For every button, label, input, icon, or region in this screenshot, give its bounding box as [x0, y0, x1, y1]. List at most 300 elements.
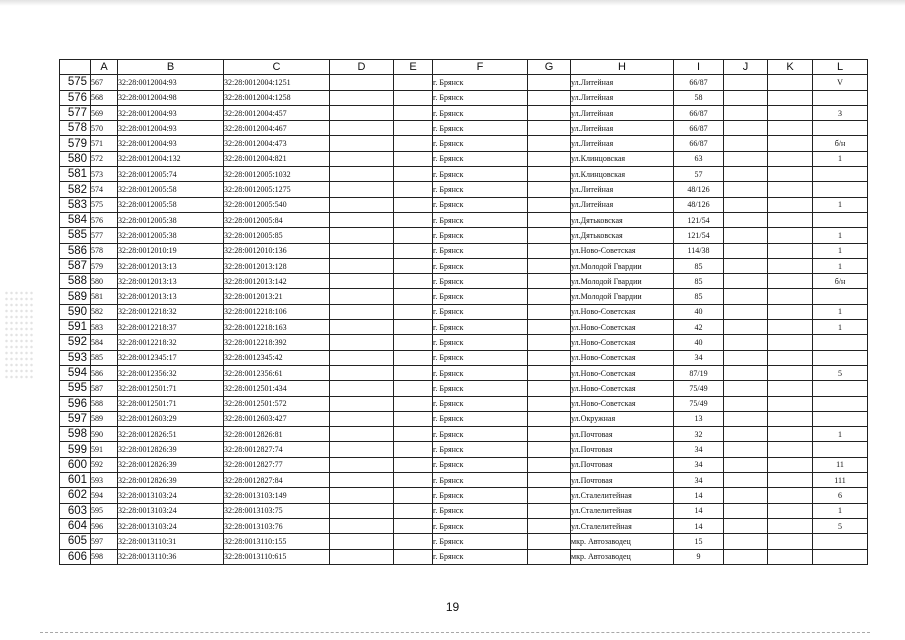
cell-e	[394, 488, 433, 503]
column-header-row	[60, 60, 868, 75]
cell-a: 568	[91, 90, 118, 105]
column-header-f: F	[433, 60, 528, 75]
cell-i: 66/87	[674, 75, 724, 90]
table-row	[60, 75, 868, 90]
cell-l: 5	[813, 518, 868, 533]
cell-i: 48/126	[674, 182, 724, 197]
cell-f: г. Брянск	[433, 228, 528, 243]
cell-c: 32:28:0012218:392	[224, 335, 330, 350]
cell-f: г. Брянск	[433, 136, 528, 151]
cell-k	[768, 442, 813, 457]
cell-a: 569	[91, 105, 118, 120]
cell-l	[813, 396, 868, 411]
row-number: 583	[60, 197, 91, 212]
cell-g	[528, 411, 571, 426]
cell-f: г. Брянск	[433, 473, 528, 488]
cell-j	[724, 381, 768, 396]
cell-l: 5	[813, 365, 868, 380]
cell-c: 32:28:0012345:42	[224, 350, 330, 365]
cell-b: 32:28:0012004:93	[118, 136, 224, 151]
row-number: 585	[60, 228, 91, 243]
cell-c: 32:28:0012356:61	[224, 365, 330, 380]
cell-i: 15	[674, 534, 724, 549]
cell-i: 57	[674, 167, 724, 182]
cell-h: ул.Литейная	[571, 121, 674, 136]
cell-f: г. Брянск	[433, 396, 528, 411]
cell-l	[813, 411, 868, 426]
cell-c: 32:28:0013110:615	[224, 549, 330, 564]
cell-a: 598	[91, 549, 118, 564]
cell-c: 32:28:0012005:1275	[224, 182, 330, 197]
cell-b: 32:28:0012218:37	[118, 320, 224, 335]
cell-b: 32:28:0012004:93	[118, 121, 224, 136]
cell-i: 14	[674, 518, 724, 533]
cell-j	[724, 105, 768, 120]
cell-j	[724, 212, 768, 227]
cell-i: 48/126	[674, 197, 724, 212]
cell-e	[394, 243, 433, 258]
cell-i: 34	[674, 473, 724, 488]
cell-e	[394, 212, 433, 227]
table-row	[60, 258, 868, 273]
cell-c: 32:28:0012501:434	[224, 381, 330, 396]
row-number: 605	[60, 534, 91, 549]
row-number: 603	[60, 503, 91, 518]
cell-l: б/н	[813, 136, 868, 151]
cell-l: 1	[813, 304, 868, 319]
table-row	[60, 442, 868, 457]
row-number: 591	[60, 320, 91, 335]
cell-l: 1	[813, 427, 868, 442]
cell-a: 597	[91, 534, 118, 549]
cell-f: г. Брянск	[433, 151, 528, 166]
cell-j	[724, 411, 768, 426]
cell-l	[813, 167, 868, 182]
cell-d	[330, 151, 394, 166]
cell-a: 571	[91, 136, 118, 151]
cell-g	[528, 488, 571, 503]
cell-i: 40	[674, 335, 724, 350]
cell-l: 1	[813, 243, 868, 258]
cell-j	[724, 442, 768, 457]
row-number: 601	[60, 473, 91, 488]
cell-a: 579	[91, 258, 118, 273]
cell-f: г. Брянск	[433, 427, 528, 442]
cell-d	[330, 121, 394, 136]
cell-e	[394, 258, 433, 273]
cell-h: ул.Ново-Советская	[571, 320, 674, 335]
cell-b: 32:28:0012218:32	[118, 335, 224, 350]
cell-h: ул.Литейная	[571, 105, 674, 120]
cell-j	[724, 518, 768, 533]
cell-f: г. Брянск	[433, 167, 528, 182]
cell-b: 32:28:0012010:19	[118, 243, 224, 258]
row-number: 598	[60, 427, 91, 442]
cell-j	[724, 427, 768, 442]
cell-d	[330, 473, 394, 488]
cell-c: 32:28:0012218:106	[224, 304, 330, 319]
cell-d	[330, 197, 394, 212]
cell-g	[528, 258, 571, 273]
cell-i: 85	[674, 274, 724, 289]
column-header-b: B	[118, 60, 224, 75]
cell-f: г. Брянск	[433, 274, 528, 289]
cell-d	[330, 427, 394, 442]
cell-h: ул.Ново-Советская	[571, 396, 674, 411]
cell-k	[768, 488, 813, 503]
cell-h: ул.Почтовая	[571, 442, 674, 457]
cell-l	[813, 534, 868, 549]
cell-k	[768, 473, 813, 488]
cell-c: 32:28:0013103:76	[224, 518, 330, 533]
cell-f: г. Брянск	[433, 304, 528, 319]
cell-h: ул.Ново-Советская	[571, 365, 674, 380]
cell-b: 32:28:0013103:24	[118, 488, 224, 503]
cell-g	[528, 320, 571, 335]
table-row	[60, 289, 868, 304]
cell-f: г. Брянск	[433, 121, 528, 136]
cell-i: 42	[674, 320, 724, 335]
cell-c: 32:28:0012005:1032	[224, 167, 330, 182]
cell-a: 572	[91, 151, 118, 166]
cell-a: 585	[91, 350, 118, 365]
cell-b: 32:28:0012005:58	[118, 197, 224, 212]
cell-e	[394, 274, 433, 289]
cell-l	[813, 212, 868, 227]
cell-b: 32:28:0012004:132	[118, 151, 224, 166]
cell-h: ул.Молодой Гвардии	[571, 289, 674, 304]
cell-g	[528, 243, 571, 258]
cell-b: 32:28:0012826:51	[118, 427, 224, 442]
cell-c: 32:28:0013103:149	[224, 488, 330, 503]
cell-b: 32:28:0012005:58	[118, 182, 224, 197]
cell-k	[768, 381, 813, 396]
table-row	[60, 427, 868, 442]
row-number: 575	[60, 75, 91, 90]
cell-f: г. Брянск	[433, 105, 528, 120]
cell-d	[330, 304, 394, 319]
cell-e	[394, 335, 433, 350]
cell-f: г. Брянск	[433, 258, 528, 273]
cell-a: 581	[91, 289, 118, 304]
cell-i: 34	[674, 350, 724, 365]
cell-d	[330, 90, 394, 105]
cell-i: 14	[674, 488, 724, 503]
cell-c: 32:28:0012013:21	[224, 289, 330, 304]
cell-b: 32:28:0013110:31	[118, 534, 224, 549]
cell-l: 6	[813, 488, 868, 503]
cell-g	[528, 228, 571, 243]
cell-d	[330, 396, 394, 411]
row-number: 592	[60, 335, 91, 350]
table-row	[60, 320, 868, 335]
cell-f: г. Брянск	[433, 365, 528, 380]
cell-c: 32:28:0013110:155	[224, 534, 330, 549]
cell-g	[528, 534, 571, 549]
cell-f: г. Брянск	[433, 320, 528, 335]
cell-k	[768, 396, 813, 411]
cell-b: 32:28:0012501:71	[118, 381, 224, 396]
cell-f: г. Брянск	[433, 197, 528, 212]
cell-k	[768, 549, 813, 564]
cell-h: ул.Почтовая	[571, 457, 674, 472]
cell-h: ул.Клинцовская	[571, 167, 674, 182]
cell-l	[813, 182, 868, 197]
cell-d	[330, 182, 394, 197]
row-number: 582	[60, 182, 91, 197]
cell-a: 589	[91, 411, 118, 426]
cell-g	[528, 167, 571, 182]
cell-a: 578	[91, 243, 118, 258]
cell-c: 32:28:0012826:81	[224, 427, 330, 442]
cell-e	[394, 549, 433, 564]
cell-d	[330, 365, 394, 380]
cell-e	[394, 197, 433, 212]
cell-j	[724, 473, 768, 488]
spreadsheet-table	[59, 59, 868, 565]
cell-d	[330, 167, 394, 182]
cell-i: 121/54	[674, 212, 724, 227]
cell-f: г. Брянск	[433, 442, 528, 457]
table-row	[60, 121, 868, 136]
cell-i: 63	[674, 151, 724, 166]
column-header-c: C	[224, 60, 330, 75]
cell-c: 32:28:0012004:473	[224, 136, 330, 151]
cell-a: 574	[91, 182, 118, 197]
cell-l: V	[813, 75, 868, 90]
cell-i: 14	[674, 503, 724, 518]
column-header-l: L	[813, 60, 868, 75]
cell-k	[768, 258, 813, 273]
cell-j	[724, 182, 768, 197]
cell-i: 75/49	[674, 396, 724, 411]
cell-i: 66/87	[674, 121, 724, 136]
cell-j	[724, 75, 768, 90]
row-number: 595	[60, 381, 91, 396]
cell-l: 1	[813, 320, 868, 335]
cell-b: 32:28:0013110:36	[118, 549, 224, 564]
cell-h: ул.Молодой Гвардии	[571, 258, 674, 273]
cell-k	[768, 212, 813, 227]
cell-h: ул.Ново-Советская	[571, 381, 674, 396]
cell-j	[724, 274, 768, 289]
cell-f: г. Брянск	[433, 243, 528, 258]
cell-j	[724, 335, 768, 350]
cell-g	[528, 365, 571, 380]
cell-a: 584	[91, 335, 118, 350]
cell-j	[724, 304, 768, 319]
cell-g	[528, 304, 571, 319]
cell-k	[768, 274, 813, 289]
cell-l: 1	[813, 258, 868, 273]
cell-g	[528, 212, 571, 227]
cell-l	[813, 121, 868, 136]
row-number: 590	[60, 304, 91, 319]
cell-i: 9	[674, 549, 724, 564]
cell-h: ул.Ново-Советская	[571, 243, 674, 258]
column-header-k: K	[768, 60, 813, 75]
table-row	[60, 105, 868, 120]
cell-h: ул.Молодой Гвардии	[571, 274, 674, 289]
cell-e	[394, 427, 433, 442]
cell-e	[394, 121, 433, 136]
cell-k	[768, 182, 813, 197]
cell-c: 32:28:0012005:84	[224, 212, 330, 227]
cell-a: 576	[91, 212, 118, 227]
cell-d	[330, 212, 394, 227]
cell-e	[394, 350, 433, 365]
cell-i: 34	[674, 457, 724, 472]
cell-k	[768, 534, 813, 549]
cell-c: 32:28:0012004:467	[224, 121, 330, 136]
cell-g	[528, 121, 571, 136]
cell-l	[813, 442, 868, 457]
table-row	[60, 549, 868, 564]
cell-j	[724, 167, 768, 182]
cell-l	[813, 549, 868, 564]
cell-d	[330, 411, 394, 426]
table-row	[60, 304, 868, 319]
cell-h: ул.Ново-Советская	[571, 335, 674, 350]
cell-g	[528, 518, 571, 533]
cell-b: 32:28:0012005:74	[118, 167, 224, 182]
cell-l: б/н	[813, 274, 868, 289]
cell-c: 32:28:0012827:74	[224, 442, 330, 457]
cell-d	[330, 274, 394, 289]
cell-e	[394, 136, 433, 151]
cell-a: 570	[91, 121, 118, 136]
row-number: 579	[60, 136, 91, 151]
cell-i: 34	[674, 442, 724, 457]
cell-h: ул.Сталелитейная	[571, 503, 674, 518]
cell-d	[330, 75, 394, 90]
table-row	[60, 381, 868, 396]
cell-d	[330, 503, 394, 518]
table-row	[60, 335, 868, 350]
cell-j	[724, 228, 768, 243]
cell-d	[330, 350, 394, 365]
row-number: 606	[60, 549, 91, 564]
cell-h: ул.Дятьковская	[571, 212, 674, 227]
cell-e	[394, 228, 433, 243]
cell-h: ул.Почтовая	[571, 427, 674, 442]
cell-g	[528, 549, 571, 564]
cell-d	[330, 243, 394, 258]
cell-d	[330, 518, 394, 533]
cell-h: ул.Ново-Советская	[571, 350, 674, 365]
column-header-g: G	[528, 60, 571, 75]
cell-a: 592	[91, 457, 118, 472]
cell-a: 588	[91, 396, 118, 411]
cell-c: 32:28:0012501:572	[224, 396, 330, 411]
cell-j	[724, 121, 768, 136]
cell-j	[724, 258, 768, 273]
table-row	[60, 90, 868, 105]
cell-a: 580	[91, 274, 118, 289]
cell-c: 32:28:0012010:136	[224, 243, 330, 258]
cell-i: 114/38	[674, 243, 724, 258]
cell-k	[768, 197, 813, 212]
cell-k	[768, 518, 813, 533]
scan-edge-top	[0, 0, 905, 6]
cell-k	[768, 90, 813, 105]
table-row	[60, 534, 868, 549]
cell-c: 32:28:0012013:128	[224, 258, 330, 273]
cell-f: г. Брянск	[433, 457, 528, 472]
table-row	[60, 212, 868, 227]
cell-h: ул.Окружная	[571, 411, 674, 426]
cell-g	[528, 289, 571, 304]
cell-k	[768, 243, 813, 258]
table-row	[60, 503, 868, 518]
table-row	[60, 411, 868, 426]
cell-d	[330, 381, 394, 396]
table-row	[60, 151, 868, 166]
cell-a: 596	[91, 518, 118, 533]
cell-d	[330, 549, 394, 564]
cell-e	[394, 75, 433, 90]
cell-f: г. Брянск	[433, 289, 528, 304]
row-number: 587	[60, 258, 91, 273]
cell-h: ул.Литейная	[571, 136, 674, 151]
table-row	[60, 274, 868, 289]
cell-e	[394, 151, 433, 166]
cell-k	[768, 167, 813, 182]
table-row	[60, 457, 868, 472]
cell-c: 32:28:0012004:457	[224, 105, 330, 120]
cell-h: ул.Ново-Советская	[571, 304, 674, 319]
cell-c: 32:28:0012827:84	[224, 473, 330, 488]
row-number: 594	[60, 365, 91, 380]
row-number: 593	[60, 350, 91, 365]
cell-a: 587	[91, 381, 118, 396]
cell-a: 583	[91, 320, 118, 335]
cell-h: ул.Клинцовская	[571, 151, 674, 166]
cell-i: 66/87	[674, 136, 724, 151]
row-number: 588	[60, 274, 91, 289]
cell-d	[330, 488, 394, 503]
cell-c: 32:28:0012218:163	[224, 320, 330, 335]
cell-k	[768, 335, 813, 350]
cell-k	[768, 304, 813, 319]
cell-a: 595	[91, 503, 118, 518]
cell-g	[528, 381, 571, 396]
cell-b: 32:28:0012005:38	[118, 212, 224, 227]
cell-e	[394, 365, 433, 380]
column-header-h: H	[571, 60, 674, 75]
page-number: 19	[445, 600, 460, 614]
table-row	[60, 197, 868, 212]
row-number: 596	[60, 396, 91, 411]
cell-b: 32:28:0012501:71	[118, 396, 224, 411]
cell-g	[528, 335, 571, 350]
scan-edge-bottom	[40, 632, 870, 634]
cell-d	[330, 534, 394, 549]
table-row	[60, 228, 868, 243]
cell-d	[330, 457, 394, 472]
cell-e	[394, 381, 433, 396]
cell-f: г. Брянск	[433, 411, 528, 426]
cell-l	[813, 335, 868, 350]
cell-a: 567	[91, 75, 118, 90]
cell-c: 32:28:0012004:1258	[224, 90, 330, 105]
row-number: 578	[60, 121, 91, 136]
table-row	[60, 473, 868, 488]
row-number: 602	[60, 488, 91, 503]
row-number: 580	[60, 151, 91, 166]
cell-h: ул.Почтовая	[571, 473, 674, 488]
cell-j	[724, 503, 768, 518]
